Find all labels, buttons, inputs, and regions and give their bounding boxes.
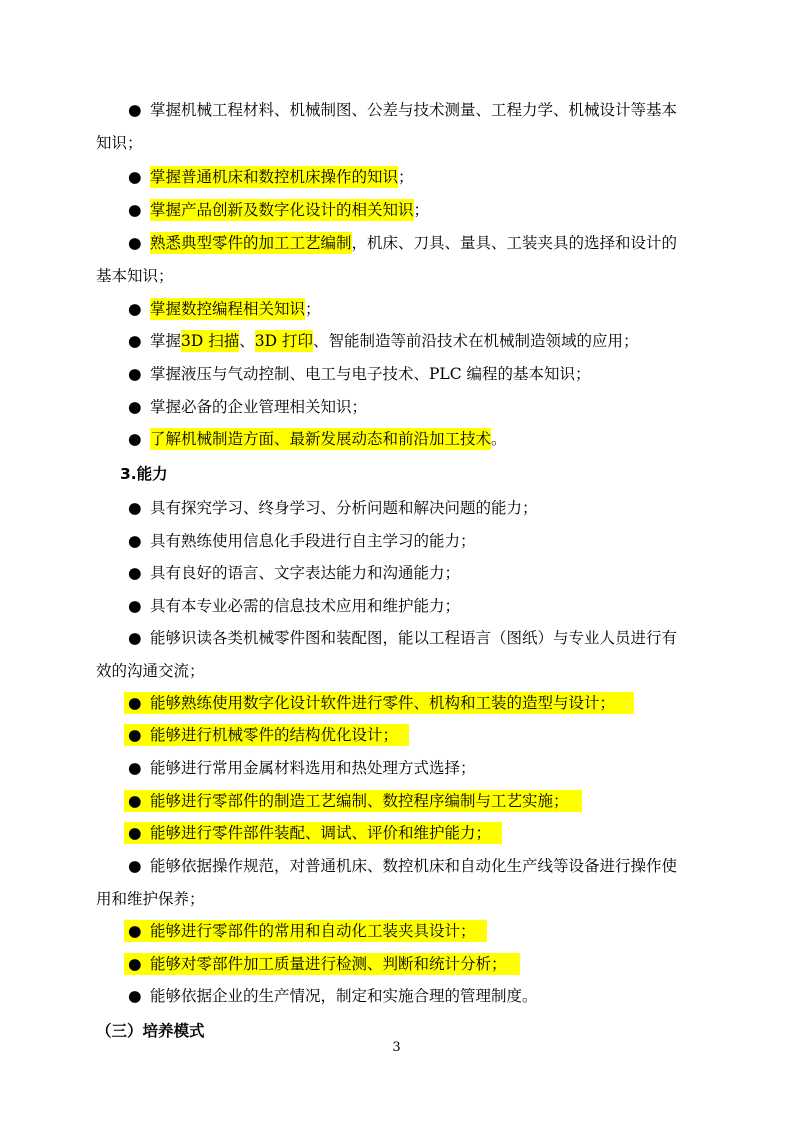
list-item xyxy=(150,330,638,352)
item-prefix: 掌握 xyxy=(150,332,182,350)
list-item: 具有熟练使用信息化手段进行自主学习的能力； xyxy=(150,532,476,550)
bullet-icon: ● xyxy=(128,629,142,647)
bullet-icon: ● xyxy=(128,759,142,777)
list-item: 能够进行零件部件装配、调试、评价和维护能力； xyxy=(150,824,492,842)
list-item xyxy=(150,298,321,320)
list-item: 能够进行零部件的常用和自动化工装夹具设计； xyxy=(150,922,476,940)
highlighted-text: 3D 打印 xyxy=(254,332,313,350)
bullet-icon: ● xyxy=(128,597,142,615)
list-item-continuation: 知识； xyxy=(96,134,143,152)
page-number: 3 xyxy=(392,1040,401,1055)
item-suffix: 、智能制造等前沿技术在机械制造领域的应用； xyxy=(312,332,639,350)
list-item: 能够进行常用金属材料选用和热处理方式选择； xyxy=(150,759,476,777)
bullet-icon: ● xyxy=(128,694,142,712)
highlighted-text: 掌握数控编程相关知识 xyxy=(150,300,306,318)
item-suffix: ； xyxy=(413,201,430,219)
list-item: 能够依据操作规范，对普通机床、数控机床和自动化生产线等设备进行操作使 xyxy=(150,857,678,875)
item-separator: 、 xyxy=(239,332,255,350)
section-heading: （三）培养模式 xyxy=(96,1022,205,1040)
list-item: 具有探究学习、终身学习、分析问题和解决问题的能力； xyxy=(150,499,538,517)
bullet-icon: ● xyxy=(128,300,142,318)
highlighted-text: 熟悉典型零件的加工工艺编制 xyxy=(150,234,352,252)
highlighted-text: 掌握产品创新及数字化设计的相关知识 xyxy=(150,201,414,219)
list-item-continuation: 效的沟通交流； xyxy=(96,662,205,680)
bullet-icon: ● xyxy=(128,955,142,973)
bullet-icon: ● xyxy=(128,499,142,517)
bullet-icon: ● xyxy=(128,824,142,842)
list-item: 能够进行机械零件的结构优化设计； xyxy=(150,726,399,744)
item-suffix: ； xyxy=(398,168,414,186)
list-item: 掌握液压与气动控制、电工与电子技术、PLC 编程的基本知识； xyxy=(150,365,591,383)
bullet-icon: ● xyxy=(128,398,142,416)
list-item xyxy=(150,232,677,254)
item-suffix: ，机床、刀具、量具、工装夹具的选择和设计的 xyxy=(351,234,678,252)
bullet-icon: ● xyxy=(128,234,142,252)
bullet-icon: ● xyxy=(128,726,142,744)
list-item: 能够识读各类机械零件图和装配图，能以工程语言（图纸）与专业人员进行有 xyxy=(150,629,678,647)
bullet-icon: ● xyxy=(128,792,142,810)
list-item: 能够依据企业的生产情况，制定和实施合理的管理制度。 xyxy=(150,987,538,1005)
item-suffix: 。 xyxy=(491,430,507,448)
item-suffix: ； xyxy=(305,300,321,318)
list-item xyxy=(150,428,507,450)
bullet-icon: ● xyxy=(128,857,142,875)
bullet-icon: ● xyxy=(128,332,142,350)
bullet-icon: ● xyxy=(128,430,142,448)
bullet-icon: ● xyxy=(128,922,142,940)
highlighted-text: 了解机械制造方面、最新发展动态和前沿加工技术 xyxy=(150,430,492,448)
bullet-icon: ● xyxy=(128,201,142,219)
highlighted-text: 3D 扫描 xyxy=(181,332,240,350)
list-item: 具有良好的语言、文字表达能力和沟通能力； xyxy=(150,564,461,582)
list-item: 能够进行零部件的制造工艺编制、数控程序编制与工艺实施； xyxy=(150,792,569,810)
list-item xyxy=(150,199,429,221)
list-item: 掌握必备的企业管理相关知识； xyxy=(150,398,368,416)
list-item: 具有本专业必需的信息技术应用和维护能力； xyxy=(150,597,461,615)
bullet-icon: ● xyxy=(128,365,142,383)
highlighted-text: 掌握普通机床和数控机床操作的知识 xyxy=(150,168,399,186)
bullet-icon: ● xyxy=(128,564,142,582)
bullet-icon: ● xyxy=(128,168,142,186)
bullet-icon: ● xyxy=(128,101,142,119)
list-item-continuation: 基本知识； xyxy=(96,267,174,285)
bullet-icon: ● xyxy=(128,987,142,1005)
list-item: 能够对零部件加工质量进行检测、判断和统计分析； xyxy=(150,955,507,973)
list-item: 掌握机械工程材料、机械制图、公差与技术测量、工程力学、机械设计等基本 xyxy=(150,101,678,119)
section-subheading: 3.能力 xyxy=(120,465,168,483)
list-item xyxy=(150,166,414,188)
list-item-continuation: 用和维护保养； xyxy=(96,890,205,908)
list-item: 能够熟练使用数字化设计软件进行零件、机构和工装的造型与设计； xyxy=(150,694,616,712)
bullet-icon: ● xyxy=(128,532,142,550)
